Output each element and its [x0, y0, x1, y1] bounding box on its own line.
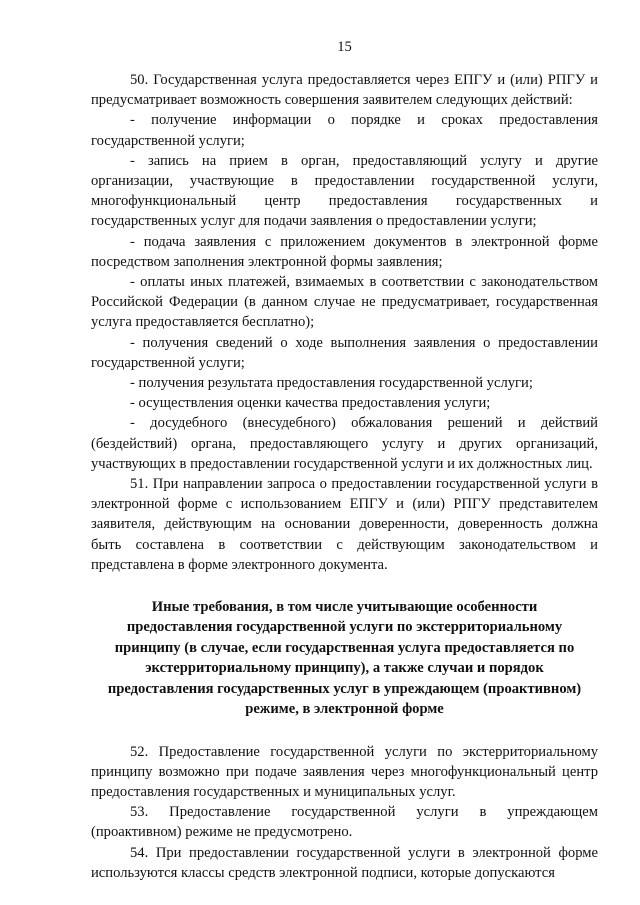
- list-item-info: - получение информации о порядке и сроках предоставления государственной услуги;: [91, 112, 598, 149]
- list-item-payments: - оплаты иных платежей, взимаемых в соответствии с законодательством Российской Федерации (в данном случае не предусматривает, государственная услуга предоставляется бесплатно);: [91, 274, 598, 331]
- list-item-result: - получения результата предоставления государственной услуги;: [130, 375, 533, 392]
- list-item-progress: - получения сведений о ходе выполнения заявления о предоставлении государственной услуги;: [91, 334, 598, 371]
- paragraph-52: 52. Предоставление государственной услуги по экстерриториальному принципу возможно при подаче заявления через многофункциональный центр предоставления государственных и муниципальных услуг.: [91, 743, 598, 800]
- paragraph-50-intro: 50. Государственная услуга предоставляется через ЕПГУ и (или) РПГУ и предусматривает возможность совершения заявителем следующих действий:: [91, 72, 598, 109]
- list-item-appeal: - досудебного (внесудебного) обжалования решений и действий (бездействий) органа, предоставляющего услугу и других организаций, участвующих в предоставлении государственной услуги и их должностных лиц.: [91, 415, 598, 472]
- list-item-application: - подача заявления с приложением документов в электронной форме посредством заполнения электронной формы заявления;: [91, 233, 598, 270]
- paragraph-51: 51. При направлении запроса о предоставлении государственной услуги в электронной форме с использованием ЕПГУ и (или) РПГУ представителем заявителя, действующим на основании доверенности, доверенность должна быть составлена в соответствии с действующим законодательством и представлена в форме электронного документа.: [91, 476, 598, 573]
- page-number: 15: [337, 39, 352, 55]
- list-item-appointment: - запись на прием в орган, предоставляющий услугу и другие организации, участвующие в предоставлении государственной услуги, многофункциональный центр предоставления государственных и государственных услуг для подачи заявления о предоставлении услуги;: [91, 152, 598, 230]
- section-heading: Иные требования, в том числе учитывающие особенности предоставления государственной услуги по экстерриториальному принципу (в случае, если государственная услуга предоставляется по экстерриториальному принципу), а также случаи и порядок предоставления государственных услуг в упреждающем (проактивном) режиме, в электронной форме: [107, 599, 582, 718]
- list-item-quality: - осуществления оценки качества предоставления услуги;: [130, 395, 491, 412]
- paragraph-53: 53. Предоставление государственной услуги в упреждающем (проактивном) режиме не предусмотрено.: [91, 804, 598, 841]
- paragraph-54: 54. При предоставлении государственной услуги в электронной форме используются классы средств электронной подписи, которые допускаются: [91, 844, 598, 881]
